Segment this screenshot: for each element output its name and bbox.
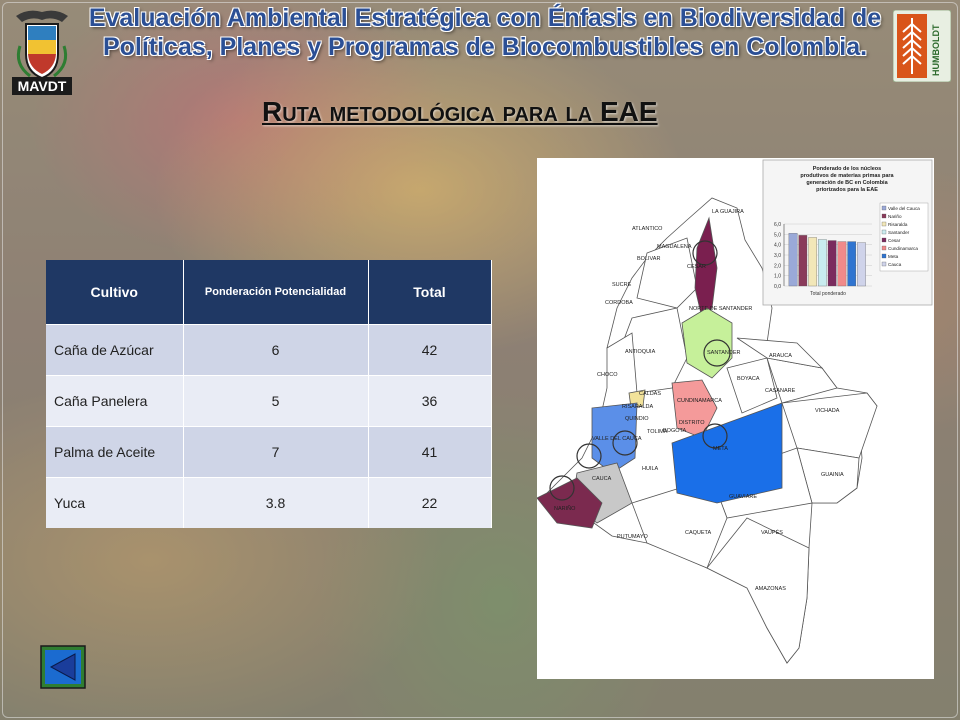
legend-swatch	[882, 262, 886, 266]
map-label-cundinamarca: CUNDINAMARCA	[677, 398, 722, 404]
header-total: Total	[368, 260, 491, 325]
map-label-bolivar: BOLIVAR	[637, 256, 661, 262]
chart-x-label: Total ponderado	[810, 291, 846, 297]
cell-total: 41	[368, 427, 491, 478]
map-label-casanare: CASANARE	[765, 388, 796, 394]
chart-bar	[799, 235, 807, 286]
chart-y-tick: 0,0	[774, 284, 781, 290]
map-label-risaralda: RISARALDA	[622, 404, 654, 410]
table-row	[46, 427, 491, 478]
map-label-distrito: DISTRITO	[679, 420, 705, 426]
legend-label: Risaralda	[888, 222, 908, 227]
chart-y-tick: 3,0	[774, 253, 781, 259]
cell-cultivo: Palma de Aceite	[46, 427, 183, 478]
humboldt-logo	[893, 10, 951, 82]
legend-label: Cauca	[888, 262, 902, 267]
crop-weighting-table	[46, 260, 492, 528]
cell-cultivo: Caña Panelera	[46, 376, 183, 427]
cell-cultivo: Yuca	[46, 478, 183, 529]
header-cultivo: Cultivo	[46, 260, 183, 325]
chart-bar	[789, 233, 797, 286]
map-label-magdalena: MAGDALENA	[657, 244, 692, 250]
chart-bar	[818, 240, 826, 287]
mavdt-label: MAVDT	[12, 77, 72, 95]
legend-swatch	[882, 206, 886, 210]
cell-ponderacion: 3.8	[183, 478, 368, 529]
cell-ponderacion: 7	[183, 427, 368, 478]
map-label-boyaca: BOYACA	[737, 376, 760, 382]
map-label-antioquia: ANTIOQUIA	[625, 349, 656, 355]
chart-bar	[838, 242, 846, 286]
table-row	[46, 478, 491, 529]
chart-bar	[828, 241, 836, 286]
colombia-map-panel	[537, 158, 934, 679]
map-label-huila: HUILA	[642, 466, 659, 472]
map-label-cesar: CESAR	[687, 264, 706, 270]
colombia-map	[537, 158, 934, 679]
cell-total: 36	[368, 376, 491, 427]
inset-chart	[763, 160, 932, 305]
cell-ponderacion: 5	[183, 376, 368, 427]
chart-y-tick: 6,0	[774, 222, 781, 228]
table-row	[46, 376, 491, 427]
humboldt-logo-text: HUMBOLDT	[931, 24, 941, 76]
legend-label: Meta	[888, 254, 899, 259]
legend-label: Nariño	[888, 214, 902, 219]
table-header-row	[46, 260, 491, 325]
legend-swatch	[882, 230, 886, 234]
chart-bar	[808, 237, 816, 286]
legend-label: Santander	[888, 230, 910, 235]
legend-label: Cundinamarca	[888, 246, 918, 251]
map-label-arauca: ARAUCA	[769, 353, 792, 359]
cell-cultivo: Caña de Azúcar	[46, 325, 183, 376]
map-label-amazonas: AMAZONAS	[755, 586, 786, 592]
legend-label: Cesar	[888, 238, 901, 243]
slide-title: Evaluación Ambiental Estratégica con Énfasis en Biodiversidad de Políticas, Planes y Programas de Biocombustibles en Colombia.	[88, 4, 882, 61]
back-nav-button[interactable]	[40, 645, 86, 689]
map-label-norte-de-santander: NORTE DE SANTANDER	[689, 306, 753, 312]
map-label-vaupes: VAUPÉS	[761, 530, 783, 536]
chart-bar	[848, 242, 856, 286]
map-label-caqueta: CAQUETA	[685, 530, 712, 536]
chart-y-tick: 4,0	[774, 242, 781, 249]
map-label-putumayo: PUTUMAYO	[617, 534, 648, 540]
chart-y-tick: 1,0	[774, 273, 781, 280]
map-label-choco: CHOCO	[597, 372, 618, 378]
map-label-valle-del-cauca: VALLE DEL CAUCA	[592, 436, 642, 442]
map-label-quindio: QUINDIO	[625, 416, 649, 422]
chart-y-tick: 5,0	[774, 232, 781, 239]
legend-swatch	[882, 214, 886, 218]
chart-title: Ponderado de los núcleos produtivos de materias primas para generación de BC en Colombia priorizados para la EAE	[800, 166, 894, 193]
map-label-guaviare: GUAVIARE	[729, 494, 758, 500]
map-label-cauca: CAUCA	[592, 476, 612, 482]
map-label-meta: META	[713, 446, 728, 452]
cell-total: 22	[368, 478, 491, 529]
map-label-sucre: SUCRE	[612, 282, 632, 288]
chart-bar	[857, 243, 865, 286]
legend-label: Valle del Cauca	[888, 206, 920, 211]
slide-subtitle: Ruta metodológica para la EAE	[262, 96, 658, 127]
map-label-cordoba: CORDOBA	[605, 300, 633, 306]
legend-swatch	[882, 246, 886, 250]
map-label-santander: SANTANDER	[707, 350, 741, 356]
map-label-vichada: VICHADA	[815, 408, 840, 414]
header-ponderacion: Ponderación Potencialidad	[183, 260, 368, 325]
cell-total: 42	[368, 325, 491, 376]
legend-swatch	[882, 238, 886, 242]
cell-ponderacion: 6	[183, 325, 368, 376]
map-label-la-guajira: LA GUAJIRA	[712, 209, 744, 215]
table-row	[46, 325, 491, 376]
map-label-bogota: BOGOTA	[663, 428, 687, 434]
map-label-atlantico: ATLANTICO	[632, 226, 663, 232]
legend-swatch	[882, 254, 886, 258]
legend-swatch	[882, 222, 886, 226]
chart-y-tick: 2,0	[774, 263, 781, 270]
map-label-guainia: GUAINIA	[821, 472, 844, 478]
map-label-tolima: TOLIMA	[647, 429, 668, 435]
map-label-caldas: CALDAS	[639, 391, 662, 397]
map-label-narino: NARIÑO	[554, 506, 576, 512]
